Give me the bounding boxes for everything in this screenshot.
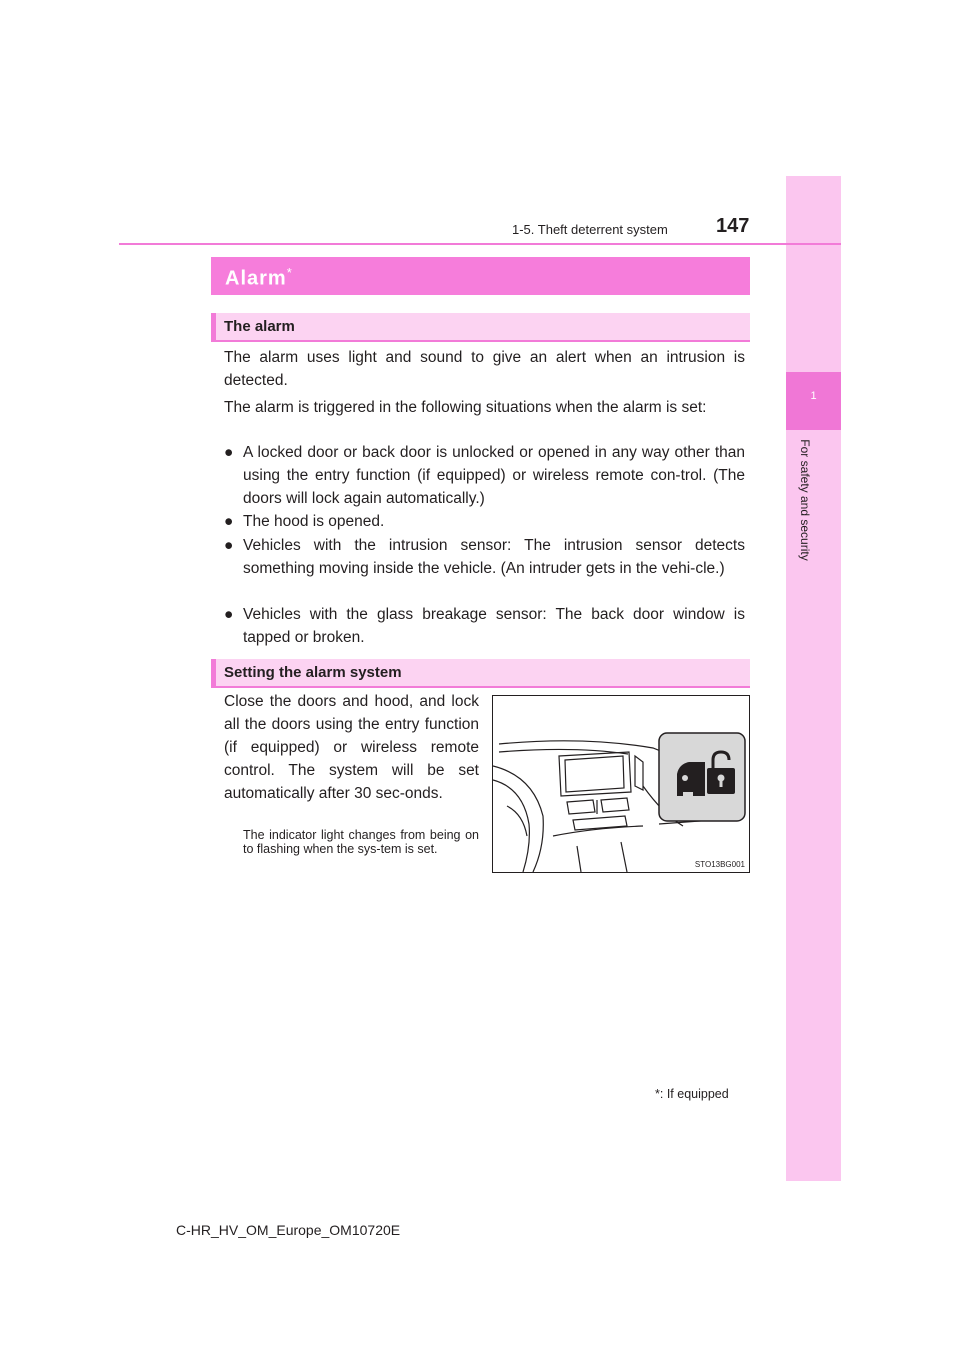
the-alarm-heading-text: The alarm xyxy=(224,318,295,335)
footnote-text: : If equipped xyxy=(659,1087,729,1101)
footer-code: C-HR_HV_OM_Europe_OM10720E xyxy=(176,1222,401,1238)
bullet-icon: ● xyxy=(224,444,234,461)
list-item-text: Vehicles with the intrusion sensor: The intrusion sensor detects something moving inside the vehicle. (An intruder gets in the vehi-cle.) xyxy=(243,537,745,577)
list-item xyxy=(224,534,745,580)
list-item-text: A locked door or back door is unlocked or opened in any way other than using the entry function (if equipped) or wireless remote con-trol. (The doors will lock again automatically.) xyxy=(243,444,745,507)
bullet-icon: ● xyxy=(224,606,234,623)
alarm-title-text: Alarm xyxy=(225,267,287,290)
list-item xyxy=(224,441,745,510)
setting-alarm-heading-text: Setting the alarm system xyxy=(224,664,402,681)
setting-alarm-heading xyxy=(211,659,750,688)
if-equipped-mark: * xyxy=(286,265,293,280)
dashboard-drawing xyxy=(493,696,749,872)
list-item xyxy=(224,603,745,649)
alarm-banner xyxy=(211,257,750,295)
header-rule xyxy=(119,243,841,245)
footnote xyxy=(655,1087,729,1101)
chapter-label: For safety and security xyxy=(798,439,812,561)
alarm-intro: The alarm uses light and sound to give an alert when an intrusion is detected. xyxy=(224,349,745,389)
list-item xyxy=(224,510,745,533)
dashboard-illustration xyxy=(492,695,750,873)
section-title: 1-5. Theft deterrent system xyxy=(512,222,668,237)
chapter-tab xyxy=(786,176,841,1181)
setting-alarm-text: Close the doors and hood, and lock all the doors using the entry function (if equipped) or wireless remote control. The system will be set automatically after 30 sec-onds. xyxy=(224,693,479,802)
list-item-text: The hood is opened. xyxy=(243,513,385,530)
alarm-trigger-text: The alarm is triggered in the following situations when the alarm is set: xyxy=(224,399,707,416)
indicator-note: The indicator light changes from being on to flashing when the sys-tem is set. xyxy=(243,828,479,856)
figure-code: STO13BG001 xyxy=(694,860,745,869)
the-alarm-heading xyxy=(211,313,750,342)
bullet-icon: ● xyxy=(224,537,234,554)
footnote-mark: * xyxy=(655,1087,660,1101)
chapter-number: 1 xyxy=(810,390,817,402)
alarm-title xyxy=(225,265,293,291)
list-item-text: Vehicles with the glass breakage sensor: The back door window is tapped or broken. xyxy=(243,606,745,646)
bullet-icon: ● xyxy=(224,513,234,530)
page-number: 147 xyxy=(716,215,750,237)
